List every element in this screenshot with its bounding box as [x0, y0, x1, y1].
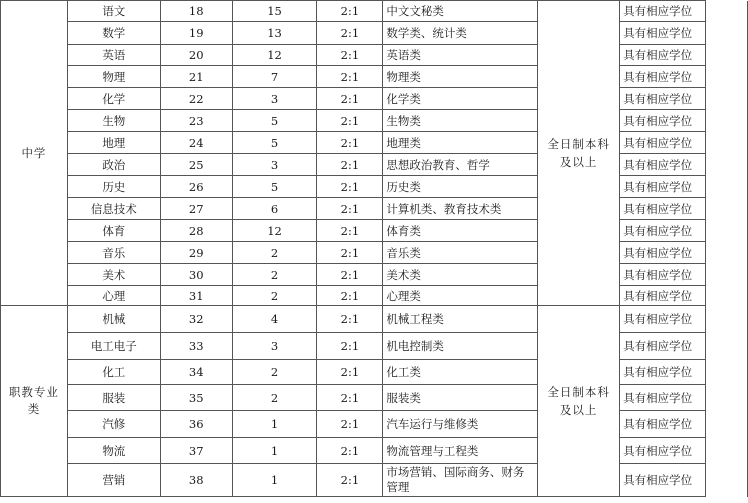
- major-cell: 计算机类、教育技术类: [383, 198, 538, 220]
- code-cell: 25: [160, 154, 232, 176]
- ratio-cell: 2:1: [317, 411, 383, 438]
- degree-cell: 具有相应学位: [620, 132, 706, 154]
- remarks-cell: [706, 110, 748, 132]
- code-cell: 19: [160, 22, 232, 45]
- remarks-cell: [706, 1, 748, 22]
- degree-cell: 具有相应学位: [620, 1, 706, 22]
- code-cell: 29: [160, 242, 232, 264]
- subject-cell: 音乐: [67, 242, 160, 264]
- count-cell: 2: [232, 385, 317, 411]
- major-cell: 英语类: [383, 45, 538, 66]
- ratio-cell: 2:1: [317, 264, 383, 286]
- count-cell: 2: [232, 360, 317, 385]
- ratio-cell: 2:1: [317, 220, 383, 242]
- degree-cell: 具有相应学位: [620, 464, 706, 497]
- ratio-cell: 2:1: [317, 438, 383, 464]
- table-row: [1, 198, 748, 220]
- table-row: [1, 464, 748, 497]
- remarks-cell: [706, 264, 748, 286]
- degree-cell: 具有相应学位: [620, 264, 706, 286]
- subject-cell: 语文: [67, 1, 160, 22]
- subject-cell: 历史: [67, 176, 160, 198]
- ratio-cell: 2:1: [317, 45, 383, 66]
- degree-cell: 具有相应学位: [620, 242, 706, 264]
- major-cell: 市场营销、国际商务、财务管理: [383, 464, 538, 497]
- code-cell: 35: [160, 385, 232, 411]
- count-cell: 3: [232, 333, 317, 360]
- table-row: [1, 88, 748, 110]
- group-name-cell: 职教专业类: [1, 306, 68, 497]
- major-cell: 物流管理与工程类: [383, 438, 538, 464]
- ratio-cell: 2:1: [317, 22, 383, 45]
- subject-cell: 机械: [67, 306, 160, 333]
- degree-cell: 具有相应学位: [620, 88, 706, 110]
- table-row: [1, 242, 748, 264]
- major-cell: 机电控制类: [383, 333, 538, 360]
- subject-cell: 英语: [67, 45, 160, 66]
- ratio-cell: 2:1: [317, 132, 383, 154]
- remarks-cell: [706, 360, 748, 385]
- major-cell: 历史类: [383, 176, 538, 198]
- degree-cell: 具有相应学位: [620, 306, 706, 333]
- ratio-cell: 2:1: [317, 154, 383, 176]
- major-cell: 汽车运行与维修类: [383, 411, 538, 438]
- code-cell: 18: [160, 1, 232, 22]
- subject-cell: 物流: [67, 438, 160, 464]
- count-cell: 7: [232, 66, 317, 88]
- table-row: [1, 132, 748, 154]
- remarks-cell: [706, 45, 748, 66]
- major-cell: 中文文秘类: [383, 1, 538, 22]
- code-cell: 24: [160, 132, 232, 154]
- major-cell: 机械工程类: [383, 306, 538, 333]
- count-cell: 4: [232, 306, 317, 333]
- remarks-cell: [706, 242, 748, 264]
- count-cell: 3: [232, 154, 317, 176]
- degree-cell: 具有相应学位: [620, 110, 706, 132]
- remarks-cell: [706, 286, 748, 306]
- code-cell: 26: [160, 176, 232, 198]
- subject-cell: 物理: [67, 66, 160, 88]
- degree-cell: 具有相应学位: [620, 286, 706, 306]
- remarks-cell: [706, 438, 748, 464]
- subject-cell: 汽修: [67, 411, 160, 438]
- remarks-cell: [706, 132, 748, 154]
- ratio-cell: 2:1: [317, 333, 383, 360]
- degree-cell: 具有相应学位: [620, 220, 706, 242]
- table-row: [1, 220, 748, 242]
- table-row: [1, 385, 748, 411]
- degree-cell: 具有相应学位: [620, 45, 706, 66]
- major-cell: 心理类: [383, 286, 538, 306]
- code-cell: 27: [160, 198, 232, 220]
- ratio-cell: 2:1: [317, 464, 383, 497]
- table-row: [1, 411, 748, 438]
- remarks-cell: [706, 306, 748, 333]
- code-cell: 37: [160, 438, 232, 464]
- count-cell: 3: [232, 88, 317, 110]
- count-cell: 2: [232, 264, 317, 286]
- ratio-cell: 2:1: [317, 306, 383, 333]
- remarks-cell: [706, 411, 748, 438]
- subject-cell: 电工电子: [67, 333, 160, 360]
- subject-cell: 政治: [67, 154, 160, 176]
- remarks-cell: [706, 333, 748, 360]
- remarks-cell: [706, 66, 748, 88]
- subject-cell: 美术: [67, 264, 160, 286]
- ratio-cell: 2:1: [317, 198, 383, 220]
- table-row: [1, 66, 748, 88]
- remarks-cell: [706, 154, 748, 176]
- table-row: [1, 306, 748, 333]
- ratio-cell: 2:1: [317, 360, 383, 385]
- ratio-cell: 2:1: [317, 286, 383, 306]
- subject-cell: 地理: [67, 132, 160, 154]
- code-cell: 20: [160, 45, 232, 66]
- remarks-cell: [706, 464, 748, 497]
- table-row: [1, 22, 748, 45]
- subject-cell: 化工: [67, 360, 160, 385]
- ratio-cell: 2:1: [317, 176, 383, 198]
- table-row: [1, 286, 748, 306]
- subject-cell: 体育: [67, 220, 160, 242]
- code-cell: 36: [160, 411, 232, 438]
- major-cell: 生物类: [383, 110, 538, 132]
- major-cell: 美术类: [383, 264, 538, 286]
- degree-cell: 具有相应学位: [620, 333, 706, 360]
- major-cell: 化学类: [383, 88, 538, 110]
- degree-cell: 具有相应学位: [620, 154, 706, 176]
- remarks-cell: [706, 22, 748, 45]
- count-cell: 12: [232, 220, 317, 242]
- major-cell: 数学类、统计类: [383, 22, 538, 45]
- table-row: [1, 264, 748, 286]
- ratio-cell: 2:1: [317, 66, 383, 88]
- degree-cell: 具有相应学位: [620, 385, 706, 411]
- count-cell: 5: [232, 176, 317, 198]
- count-cell: 1: [232, 411, 317, 438]
- ratio-cell: 2:1: [317, 242, 383, 264]
- subject-cell: 信息技术: [67, 198, 160, 220]
- code-cell: 33: [160, 333, 232, 360]
- remarks-cell: [706, 176, 748, 198]
- major-cell: 地理类: [383, 132, 538, 154]
- remarks-cell: [706, 198, 748, 220]
- major-cell: 化工类: [383, 360, 538, 385]
- table-row: [1, 360, 748, 385]
- code-cell: 31: [160, 286, 232, 306]
- ratio-cell: 2:1: [317, 88, 383, 110]
- code-cell: 38: [160, 464, 232, 497]
- table-row: [1, 45, 748, 66]
- count-cell: 1: [232, 464, 317, 497]
- degree-cell: 具有相应学位: [620, 411, 706, 438]
- table-row: [1, 333, 748, 360]
- major-cell: 物理类: [383, 66, 538, 88]
- degree-cell: 具有相应学位: [620, 198, 706, 220]
- ratio-cell: 2:1: [317, 385, 383, 411]
- table-row: [1, 154, 748, 176]
- group-name-cell: 中学: [1, 1, 68, 306]
- count-cell: 12: [232, 45, 317, 66]
- remarks-cell: [706, 220, 748, 242]
- count-cell: 15: [232, 1, 317, 22]
- subject-cell: 营销: [67, 464, 160, 497]
- major-cell: 体育类: [383, 220, 538, 242]
- subject-cell: 心理: [67, 286, 160, 306]
- ratio-cell: 2:1: [317, 110, 383, 132]
- major-cell: 服装类: [383, 385, 538, 411]
- remarks-cell: [706, 385, 748, 411]
- subject-cell: 生物: [67, 110, 160, 132]
- table-row: [1, 176, 748, 198]
- count-cell: 13: [232, 22, 317, 45]
- ratio-cell: 2:1: [317, 1, 383, 22]
- degree-cell: 具有相应学位: [620, 66, 706, 88]
- count-cell: 6: [232, 198, 317, 220]
- major-cell: 音乐类: [383, 242, 538, 264]
- table-row: [1, 438, 748, 464]
- count-cell: 5: [232, 132, 317, 154]
- degree-cell: 具有相应学位: [620, 438, 706, 464]
- code-cell: 21: [160, 66, 232, 88]
- subject-cell: 数学: [67, 22, 160, 45]
- education-cell: 全日制本科及以上: [538, 1, 620, 306]
- count-cell: 2: [232, 242, 317, 264]
- major-cell: 思想政治教育、哲学: [383, 154, 538, 176]
- table-row: [1, 110, 748, 132]
- code-cell: 30: [160, 264, 232, 286]
- education-cell: 全日制本科及以上: [538, 306, 620, 497]
- subject-cell: 化学: [67, 88, 160, 110]
- code-cell: 32: [160, 306, 232, 333]
- remarks-cell: [706, 88, 748, 110]
- count-cell: 5: [232, 110, 317, 132]
- count-cell: 1: [232, 438, 317, 464]
- code-cell: 28: [160, 220, 232, 242]
- code-cell: 22: [160, 88, 232, 110]
- code-cell: 23: [160, 110, 232, 132]
- code-cell: 34: [160, 360, 232, 385]
- degree-cell: 具有相应学位: [620, 176, 706, 198]
- table-row: [1, 1, 748, 22]
- degree-cell: 具有相应学位: [620, 360, 706, 385]
- count-cell: 2: [232, 286, 317, 306]
- degree-cell: 具有相应学位: [620, 22, 706, 45]
- subject-cell: 服装: [67, 385, 160, 411]
